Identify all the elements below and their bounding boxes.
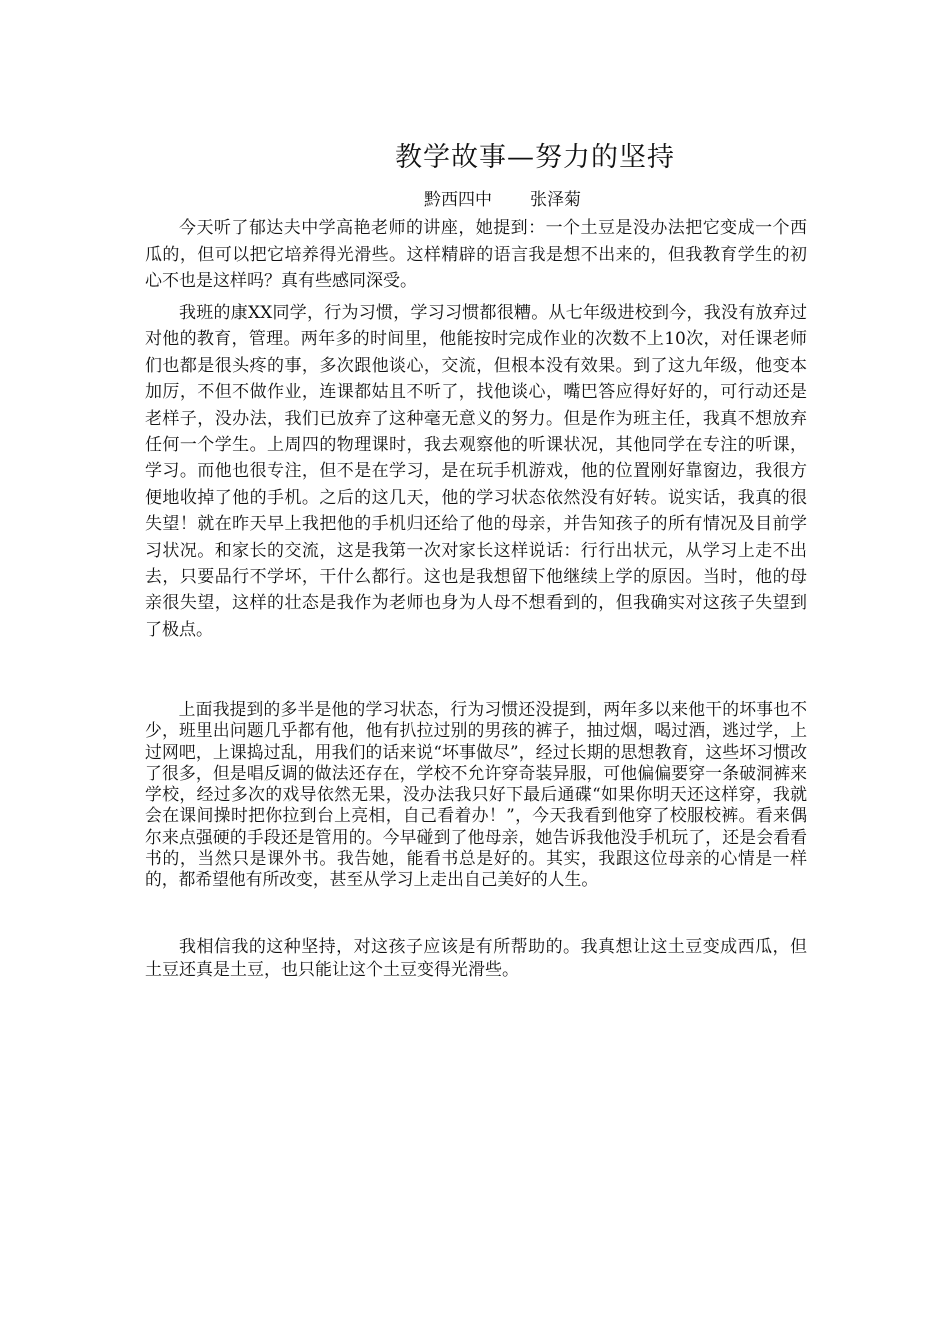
- paragraph-intro: 今天听了郁达夫中学高艳老师的讲座，她提到：一个土豆是没办法把它变成一个西瓜的，但可以把它培养得光滑些。这样精辟的语言我是想不出来的，但我教育学生的初心不也是这样吗？真有些感同深受。: [145, 218, 807, 291]
- paragraph-student-story: 我班的康XX同学，行为习惯，学习习惯都很糟。从七年级进校到今，我没有放弃过对他的教育，管理。两年多的时间里，他能按时完成作业的次数不上10次，对任课老师们也都是很头疼的事，多次跟他谈心，交流，但根本没有效果。到了这九年级，他变本加厉，不但不做作业，连课都姑且不听了，找他谈心，嘴巴答应得好好的，可行动还是老样子，没办法，我们已放弃了这种毫无意义的努力。但是作为班主任，我真不想放弃任何一个学生。上周四的物理课时，我去观察他的听课状况，其他同学在专注的听课，学习。而他也很专注，但不是在学习，是在玩手机游戏，他的位置刚好靠窗边，我很方便地收掉了他的手机。之后的这几天，他的学习状态依然没有好转。说实话，我真的很失望！就在昨天早上我把他的手机归还给了他的母亲，并告知孩子的所有情况及目前学习状况。和家长的交流，这是我第一次对家长这样说话：行行出状元，从学习上走不出去，只要品行不学坏，干什么都行。这也是我想留下他继续上学的原因。当时，他的母亲很失望，这样的壮态是我作为老师也身为人母不想看到的，但我确实对这孩子失望到了极点。: [145, 303, 807, 640]
- paragraph-conclusion: 我相信我的这种坚持，对这孩子应该是有所帮助的。我真想让这土豆变成西瓜，但土豆还真是土豆，也只能让这个土豆变得光滑些。: [145, 937, 807, 980]
- document-title: 教学故事—努力的坚持: [395, 142, 675, 173]
- school-name: 黔西四中: [424, 190, 492, 210]
- paragraph-behavior: 上面我提到的多半是他的学习状态，行为习惯还没提到，两年多以来他干的坏事也不少，班里出问题几乎都有他，他有扒拉过别的男孩的裤子，抽过烟，喝过酒，逃过学，上过网吧，上课捣过乱，用我们的话来说“坏事做尽”，经过长期的思想教育，这些坏习惯改了很多，但是唱反调的做法还存在，学校不允许穿奇装异服，可他偏偏要穿一条破洞裤来学校，经过多次的戏导依然无果，没办法我只好下最后通碟“如果你明天还这样穿，我就会在课间操时把你拉到台上亮相，自己看着办！”，今天我看到他穿了校服校裤。看来偶尔来点强硬的手段还是管用的。今早碰到了他母亲，她告诉我他没手机玩了，还是会看看书的，当然只是课外书。我告她，能看书总是好的。其实，我跟这位母亲的心情是一样的，都希望他有所改变，甚至从学习上走出自己美好的人生。: [145, 699, 807, 890]
- byline: [145, 187, 805, 213]
- author-name: 张泽菊: [530, 190, 581, 210]
